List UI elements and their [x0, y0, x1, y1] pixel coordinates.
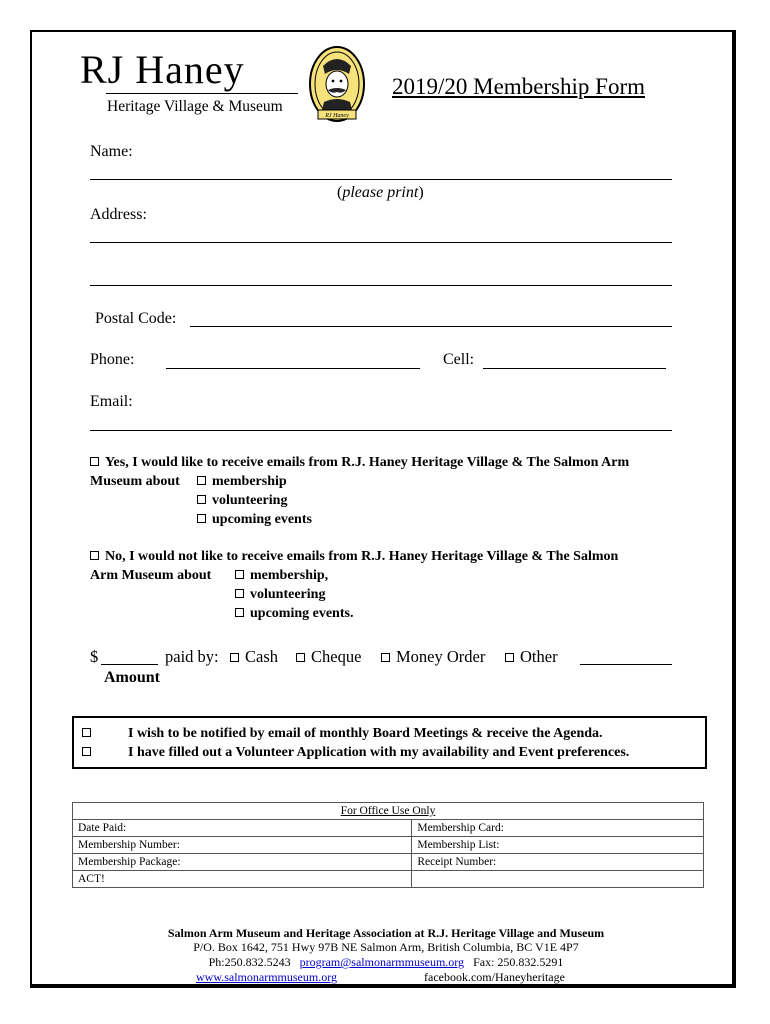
postal-code-field[interactable] [190, 326, 672, 327]
other-label: Other [520, 647, 558, 666]
membership-package-cell: Membership Package: [73, 854, 412, 871]
act-cell: ACT! [73, 871, 412, 888]
footer-website-link[interactable] [196, 970, 337, 985]
website-link-text: www.salmonarmmuseum.org [196, 970, 337, 984]
money-order-checkbox[interactable] [381, 653, 390, 662]
footer-address: P/O. Box 1642, 751 Hwy 97B NE Salmon Arm, British Columbia, BC V1E 4P7 [193, 940, 579, 954]
yes-museum-about: Museum about [90, 474, 180, 489]
address-field-1[interactable] [90, 242, 672, 243]
date-paid-cell: Date Paid: [73, 820, 412, 837]
cheque-checkbox[interactable] [296, 653, 305, 662]
name-field[interactable] [90, 179, 672, 180]
badge-text: RJ Haney [325, 113, 349, 119]
yes-events-label: upcoming events [212, 512, 312, 527]
yes-volunteering-checkbox[interactable] [197, 495, 206, 504]
phone-field[interactable] [166, 368, 420, 369]
office-title: For Office Use Only [73, 803, 704, 820]
board-meetings-text: I wish to be notified by email of monthly Board Meetings & receive the Agenda. [128, 726, 603, 741]
board-meetings-checkbox[interactable] [82, 728, 91, 737]
yes-volunteering-label: volunteering [212, 493, 288, 508]
pay-cheque-option [296, 647, 361, 667]
no-membership-label: membership, [250, 568, 329, 583]
amount-label: Amount [104, 669, 161, 686]
no-membership-checkbox[interactable] [235, 570, 244, 579]
yes-option-events [197, 512, 312, 528]
cash-label: Cash [245, 647, 278, 666]
no-emails-option [90, 549, 618, 565]
phone-label: Phone: [90, 351, 135, 368]
dollar-sign: $ [90, 647, 99, 666]
yes-emails-option [90, 455, 629, 471]
name-label: Name: [90, 143, 133, 160]
yes-option-volunteering [197, 493, 287, 509]
logo-subtitle: Heritage Village & Museum [107, 98, 283, 115]
footer-phone: Ph:250.832.5243 [208, 955, 291, 969]
cash-checkbox[interactable] [230, 653, 239, 662]
email-field[interactable] [90, 430, 672, 431]
no-volunteering-label: volunteering [250, 587, 326, 602]
membership-number-cell: Membership Number: [73, 837, 412, 854]
logo-rule [106, 93, 298, 94]
no-emails-text: No, I would not like to receive emails from R.J. Haney Heritage Village & The Salmon [105, 549, 619, 564]
yes-membership-checkbox[interactable] [197, 476, 206, 485]
yes-events-checkbox[interactable] [197, 514, 206, 523]
no-museum-about: Arm Museum about [90, 568, 212, 583]
cell-label: Cell: [443, 351, 475, 368]
office-use-table [72, 802, 704, 888]
other-checkbox[interactable] [505, 653, 514, 662]
pay-money-order-option [381, 647, 485, 667]
yes-membership-label: membership [212, 474, 287, 489]
footer-fax: Fax: 250.832.5291 [473, 955, 564, 969]
no-events-checkbox[interactable] [235, 608, 244, 617]
logo-title: RJ Haney [80, 47, 245, 92]
address-label: Address: [90, 206, 147, 223]
footer-org: Salmon Arm Museum and Heritage Association at R.J. Heritage Village and Museum [167, 926, 605, 940]
board-meetings-checkbox-wrap [82, 726, 97, 742]
footer-email-link[interactable]: program@salmonarmmuseum.org [299, 955, 465, 969]
amount-field[interactable] [101, 664, 158, 665]
membership-card-cell: Membership Card: [412, 820, 704, 837]
cheque-label: Cheque [311, 647, 362, 666]
please-print-text: please print [342, 184, 419, 201]
volunteer-app-checkbox-wrap [82, 745, 97, 761]
other-field[interactable] [580, 664, 672, 665]
footer-facebook: facebook.com/Haneyheritage [424, 970, 565, 984]
membership-list-cell: Membership List: [412, 837, 704, 854]
footer-contact [100, 955, 672, 970]
founder-portrait-logo [308, 44, 366, 128]
pay-cash-option [230, 647, 278, 667]
no-option-volunteering [235, 587, 325, 603]
cell-field[interactable] [483, 368, 666, 369]
empty-cell [412, 871, 704, 888]
address-field-2[interactable] [90, 285, 672, 286]
yes-emails-text: Yes, I would like to receive emails from R.J. Haney Heritage Village & The Salmon Arm [105, 455, 630, 470]
volunteer-app-text: I have filled out a Volunteer Application with my availability and Event preferences. [128, 745, 630, 760]
receipt-number-cell: Receipt Number: [412, 854, 704, 871]
volunteer-app-checkbox[interactable] [82, 747, 91, 756]
paid-by-label: paid by: [165, 647, 219, 666]
yes-option-membership [197, 474, 287, 490]
yes-emails-checkbox[interactable] [90, 457, 99, 466]
form-title: 2019/20 Membership Form [392, 74, 645, 99]
money-order-label: Money Order [396, 647, 486, 666]
no-events-label: upcoming events. [250, 606, 354, 621]
postal-code-label: Postal Code: [95, 310, 177, 327]
please-print-note: (please print) [337, 184, 424, 201]
no-volunteering-checkbox[interactable] [235, 589, 244, 598]
email-label: Email: [90, 393, 133, 410]
notify-box [72, 716, 707, 769]
no-option-events [235, 606, 353, 622]
no-emails-checkbox[interactable] [90, 551, 99, 560]
no-option-membership [235, 568, 328, 584]
pay-other-option [505, 647, 558, 667]
